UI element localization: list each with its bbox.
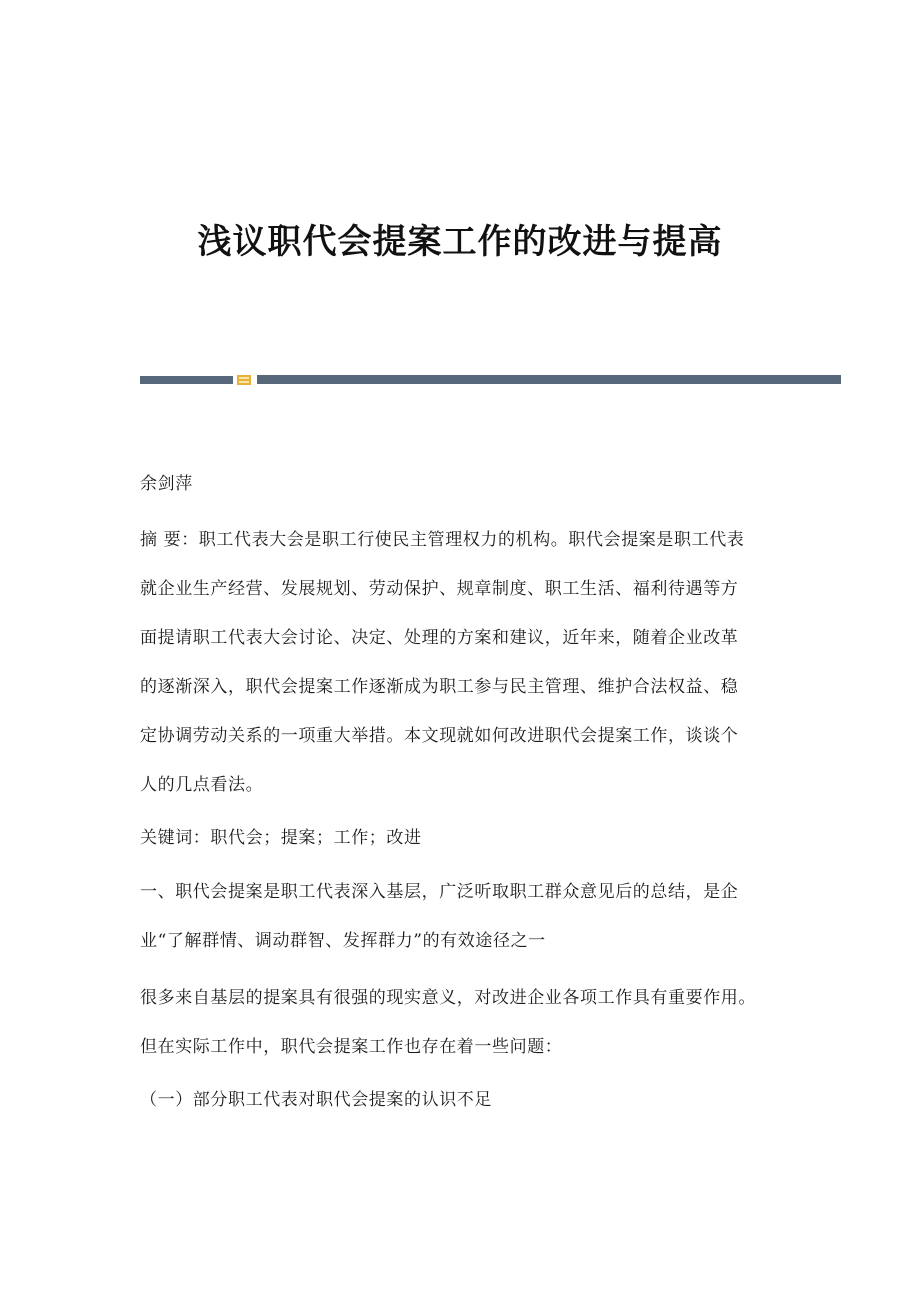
abstract-line: 摘 要：职工代表大会是职工行使民主管理权力的机构。职代会提案是职工代表	[140, 530, 745, 550]
title-divider	[140, 374, 841, 386]
body-line: 但在实际工作中，职代会提案工作也存在着一些问题：	[140, 1037, 563, 1057]
abstract-line: 面提请职工代表大会讨论、决定、处理的方案和建议，近年来，随着企业改革	[140, 628, 739, 648]
subheading: （一）部分职工代表对职代会提案的认识不足	[140, 1090, 492, 1110]
abstract-line: 定协调劳动关系的一项重大举措。本文现就如何改进职代会提案工作，谈谈个	[140, 726, 739, 746]
divider-ornament-icon	[236, 374, 252, 386]
abstract-line: 人的几点看法。	[140, 775, 264, 795]
divider-bar-right	[257, 375, 841, 384]
document-title: 浅议职代会提案工作的改进与提高	[197, 222, 723, 262]
section-heading-line: 业“了解群情、调动群智、发挥群力”的有效途径之一	[140, 931, 546, 951]
keywords: 关键词：职代会；提案；工作；改进	[140, 828, 422, 848]
body-line: 很多来自基层的提案具有很强的现实意义，对改进企业各项工作具有重要作用。	[140, 988, 756, 1008]
abstract-line: 就企业生产经营、发展规划、劳动保护、规章制度、职工生活、福利待遇等方	[140, 579, 739, 599]
abstract-line: 的逐渐深入，职代会提案工作逐渐成为职工参与民主管理、维护合法权益、稳	[140, 677, 739, 697]
section-heading-line: 一、职代会提案是职工代表深入基层，广泛听取职工群众意见后的总结，是企	[140, 882, 739, 902]
divider-bar-left	[140, 376, 233, 384]
author-name: 余剑萍	[140, 474, 193, 494]
